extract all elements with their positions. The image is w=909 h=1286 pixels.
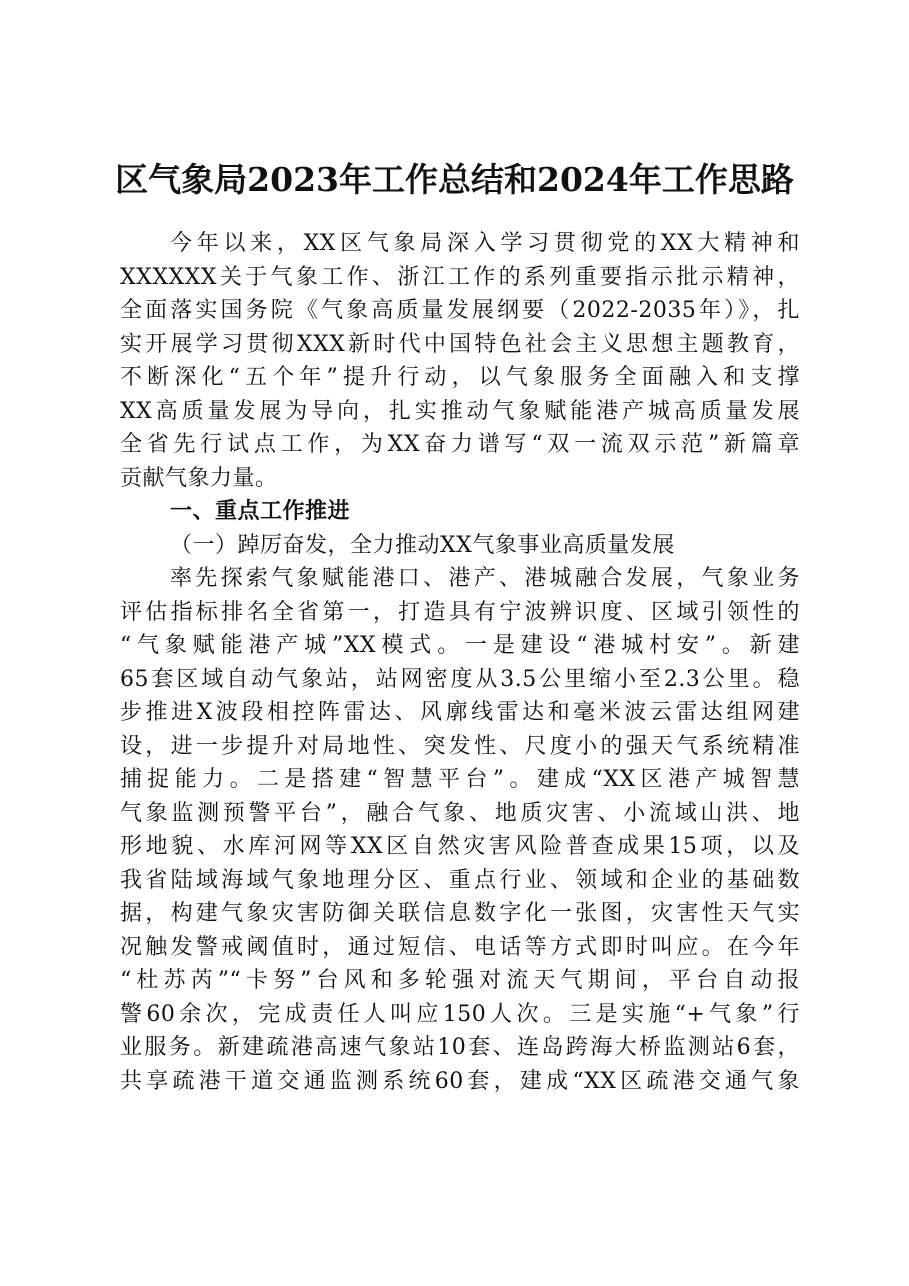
paragraph-line: 率先探索气象赋能港口、港产、港城融合发展，气象业务 (170, 566, 800, 591)
paragraph-line: 贡献气象力量。 (120, 465, 278, 491)
paragraph-line: 警60余次，完成责任人叫应150人次。三是实施“+气象”行 (120, 1001, 800, 1027)
paragraph-line: 形地貌、水库河网等XX区自然灾害风险普查成果15项，以及 (120, 834, 800, 859)
paragraph-line: 全面落实国务院《气象高质量发展纲要（2022-2035年）》，扎 (120, 298, 800, 323)
paragraph-line: 今年以来，XX区气象局深入学习贯彻党的XX大精神和 (170, 231, 800, 256)
section-heading: 一、重点工作推进 (170, 499, 351, 524)
paragraph-line: 业服务。新建疏港高速气象站10套、连岛跨海大桥监测站6套， (120, 1035, 800, 1060)
paragraph-line: 共享疏港干道交通监测系统60套，建成“XX区疏港交通气象 (120, 1068, 800, 1094)
paragraph-line: 我省陆域海域气象地理分区、重点行业、领域和企业的基础数 (120, 867, 800, 893)
paragraph-line: 评估指标排名全省第一，打造具有宁波辨识度、区域引领性的 (120, 599, 800, 625)
paragraph-line: 65套区域自动气象站，站网密度从3.5公里缩小至2.3公里。稳 (120, 666, 800, 692)
paragraph-line: 设，进一步提升对局地性、突发性、尺度小的强天气系统精准 (120, 733, 800, 759)
paragraph-line: 气象监测预警平台”，融合气象、地质灾害、小流域山洪、地 (120, 800, 800, 826)
paragraph-line: XX高质量发展为导向，扎实推动气象赋能港产城高质量发展 (120, 398, 800, 424)
paragraph-line: “气象赋能港产城”XX模式。一是建设“港城村安”。新建 (120, 633, 800, 658)
paragraph-line: 况触发警戒阈值时，通过短信、电话等方式即时叫应。在今年 (120, 934, 800, 960)
paragraph-line: XXXXXX关于气象工作、浙江工作的系列重要指示批示精神， (120, 264, 800, 290)
paragraph-line: 据，构建气象灾害防御关联信息数字化一张图，灾害性天气实 (120, 901, 800, 926)
document-title: 区气象局2023年工作总结和2024年工作思路 (115, 160, 794, 199)
paragraph-line: 捕捉能力。二是搭建“智慧平台”。建成“XX区港产城智慧 (120, 767, 800, 792)
subsection-heading: （一）踔厉奋发，全力推动XX气象事业高质量发展 (170, 532, 675, 558)
paragraph-line: 不断深化“五个年”提升行动，以气象服务全面融入和支撑 (120, 365, 800, 390)
paragraph-line: 全省先行试点工作，为XX奋力谱写“双一流双示范”新篇章 (120, 432, 800, 457)
paragraph-line: “杜苏芮”“卡努”台风和多轮强对流天气期间，平台自动报 (120, 968, 800, 993)
paragraph-line: 步推进X波段相控阵雷达、风廓线雷达和毫米波云雷达组网建 (120, 700, 800, 725)
paragraph-line: 实开展学习贯彻XXX新时代中国特色社会主义思想主题教育， (120, 331, 800, 357)
document-body (120, 227, 800, 1098)
